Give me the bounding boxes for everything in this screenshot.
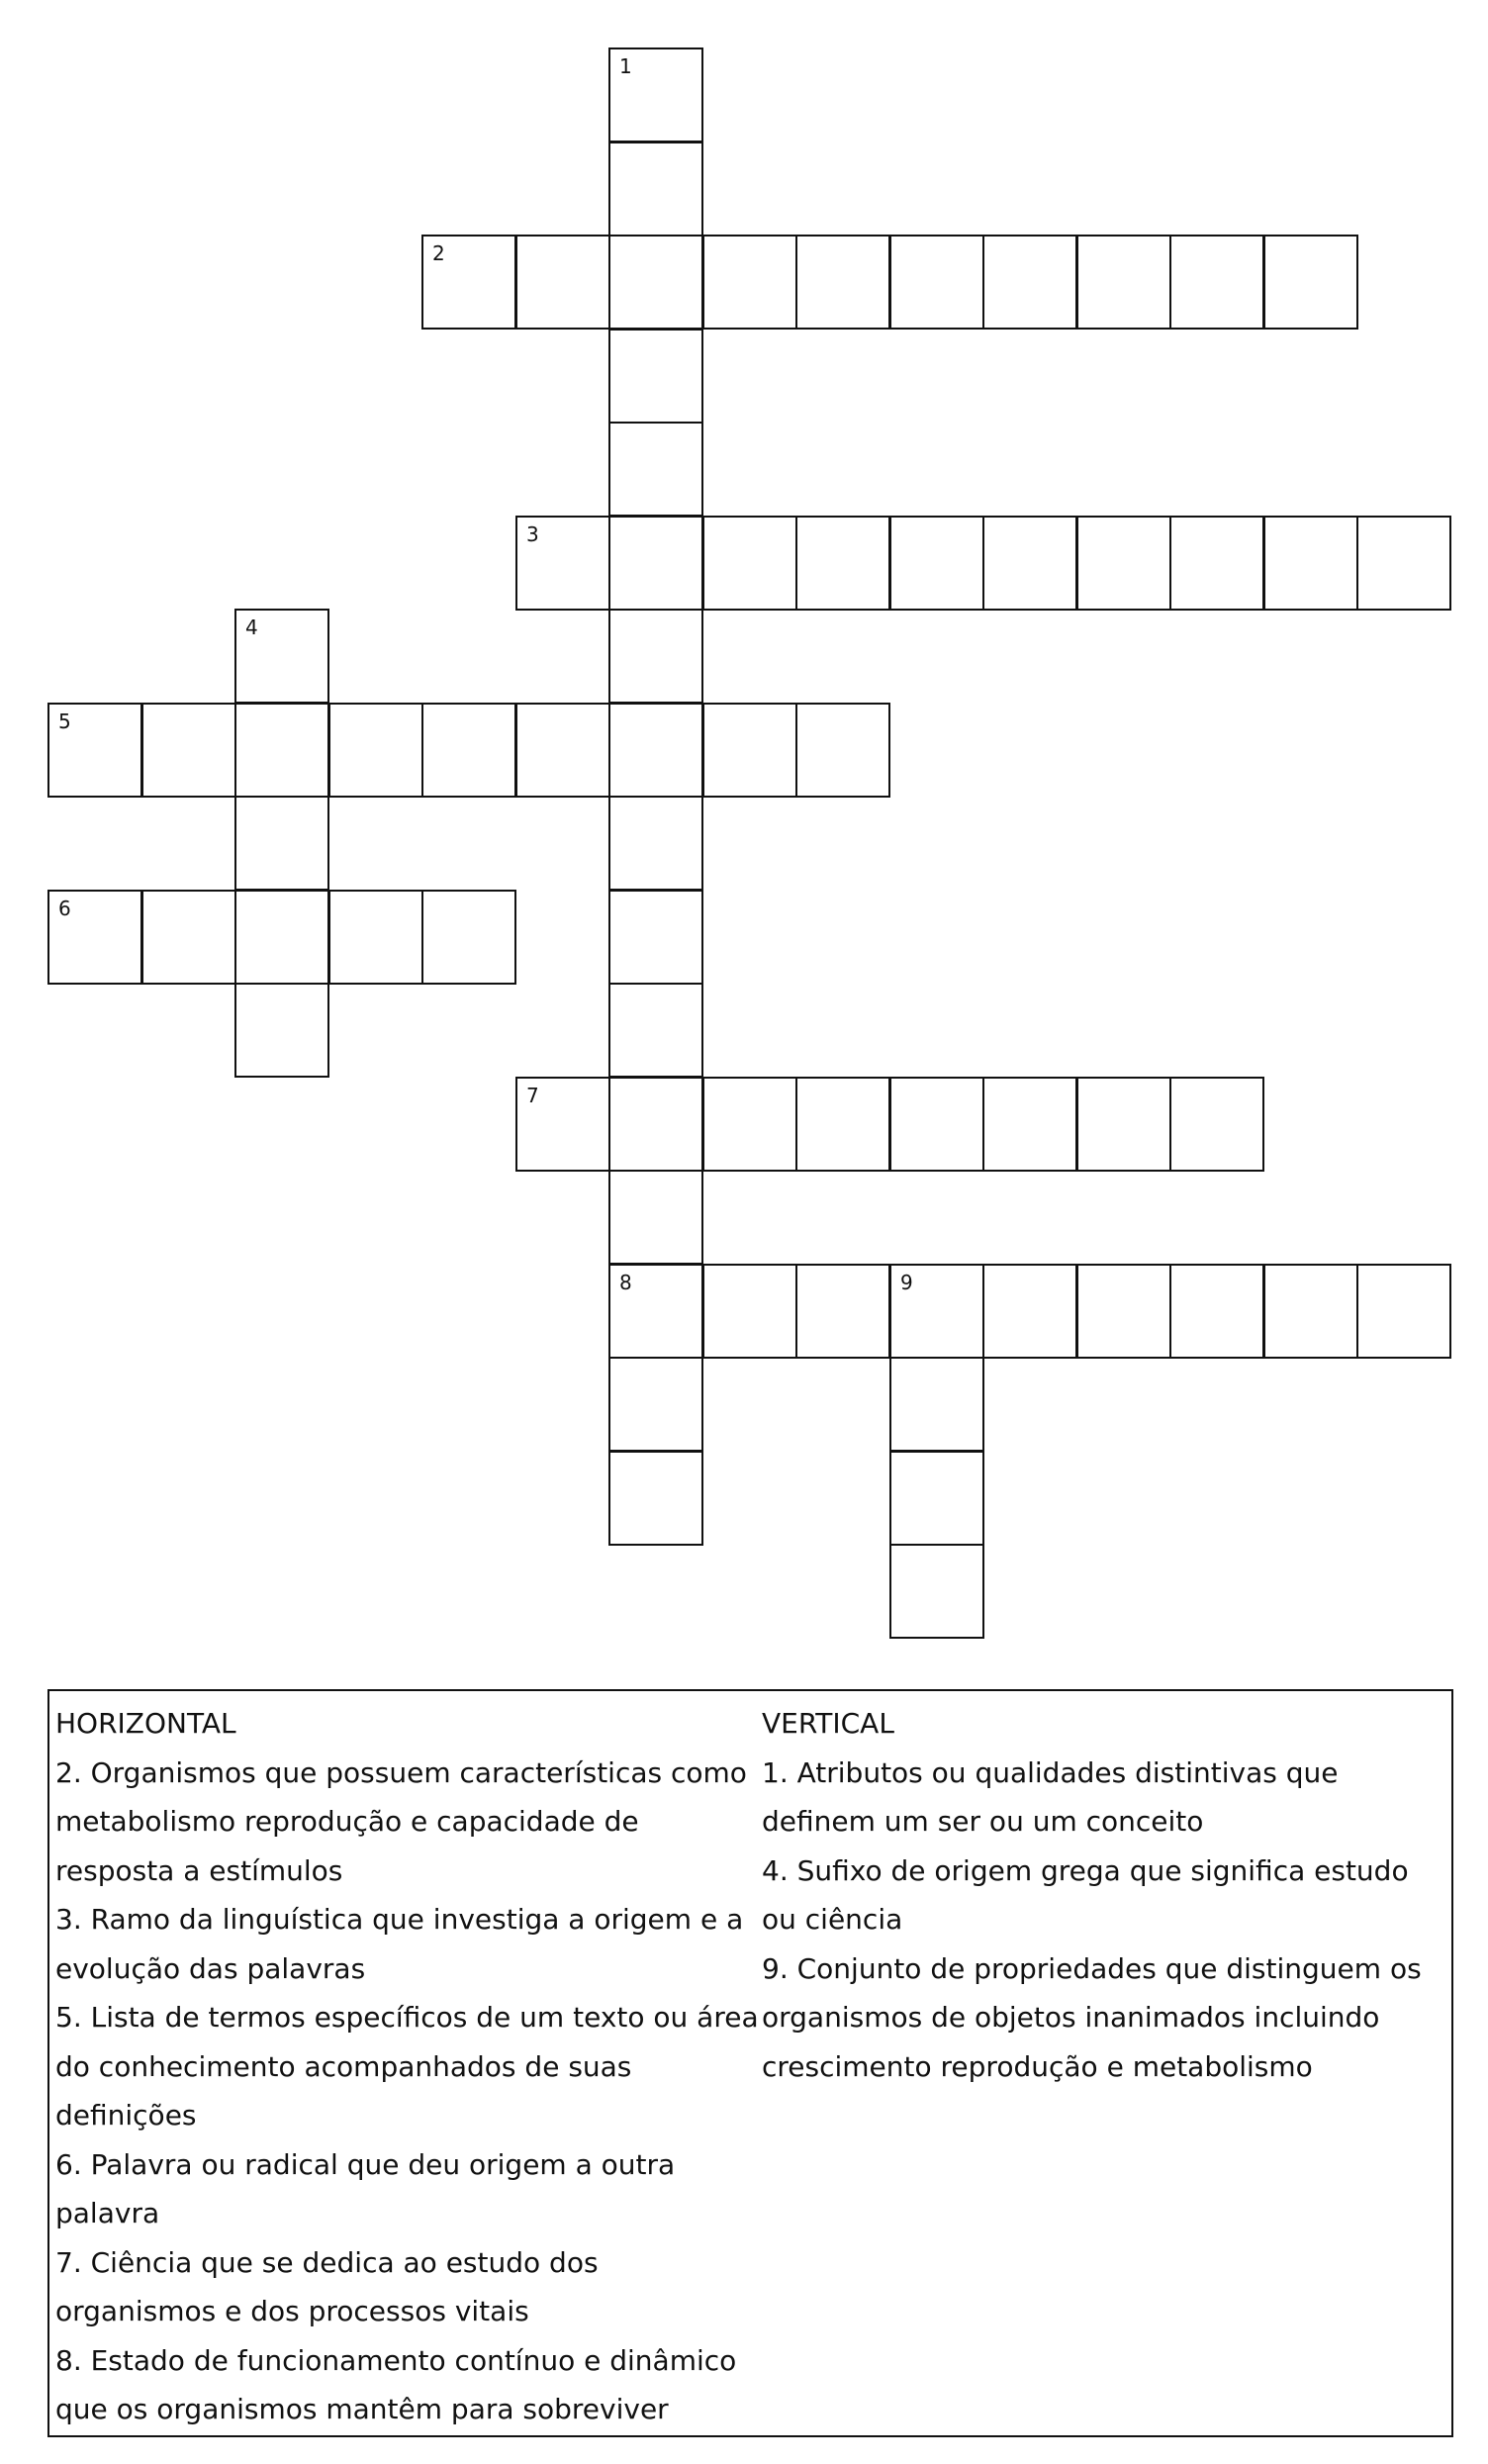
grid-cell[interactable] [608, 796, 703, 891]
grid-cell[interactable] [234, 703, 329, 798]
grid-cell[interactable] [795, 516, 890, 611]
clue-down-4: 4. Sufixo de origem grega que significa estudo ou ciência [762, 1853, 1409, 1936]
grid-cell[interactable] [795, 703, 890, 798]
grid-cell[interactable] [421, 890, 516, 985]
grid-cell[interactable] [608, 329, 703, 424]
grid-cell[interactable] [608, 422, 703, 517]
grid-cell[interactable] [1076, 235, 1171, 330]
grid-cell[interactable] [608, 1077, 703, 1172]
grid-cell[interactable] [608, 609, 703, 704]
grid-cell[interactable] [608, 1264, 703, 1359]
grid-cell[interactable] [608, 890, 703, 985]
grid-cell[interactable] [328, 703, 423, 798]
vertical-heading: VERTICAL [762, 1707, 894, 1740]
grid-cell[interactable] [795, 1264, 890, 1359]
grid-cell[interactable] [889, 235, 984, 330]
grid-cell[interactable] [702, 1077, 797, 1172]
clue-number: 4 [245, 616, 258, 639]
clue-across-2: 2. Organismos que possuem características como metabolismo reprodução e capacidade de resposta a estímulos [55, 1755, 747, 1887]
grid-cell[interactable] [421, 703, 516, 798]
grid-cell[interactable] [1169, 516, 1264, 611]
grid-cell[interactable] [421, 235, 516, 330]
clue-number: 6 [58, 897, 71, 920]
grid-cell[interactable] [608, 1357, 703, 1452]
grid-cell[interactable] [234, 609, 329, 704]
grid-cell[interactable] [795, 1077, 890, 1172]
grid-cell[interactable] [608, 47, 703, 142]
grid-cell[interactable] [328, 890, 423, 985]
grid-cell[interactable] [1263, 1264, 1358, 1359]
grid-cell[interactable] [1263, 516, 1358, 611]
grid-cell[interactable] [47, 703, 142, 798]
clue-down-1: 1. Atributos ou qualidades distintivas que definem um ser ou um conceito [762, 1755, 1339, 1838]
grid-cell[interactable] [1169, 235, 1264, 330]
clue-number: 1 [619, 54, 632, 78]
grid-cell[interactable] [1169, 1077, 1264, 1172]
grid-cell[interactable] [608, 516, 703, 611]
grid-cell[interactable] [1076, 1264, 1171, 1359]
clue-down-9: 9. Conjunto de propriedades que distinguem os organismos de objetos inanimados incluindo crescimento reprodução e metabolismo [762, 1951, 1422, 2083]
horizontal-clues [55, 1699, 763, 2434]
vertical-clues [762, 1699, 1444, 2091]
grid-cell[interactable] [608, 1170, 703, 1265]
grid-cell[interactable] [234, 796, 329, 891]
clue-number: 5 [58, 710, 71, 733]
clue-number: 9 [900, 1271, 913, 1294]
clue-across-5: 5. Lista de termos específicos de um texto ou área do conhecimento acompanhados de suas definições [55, 2001, 759, 2132]
grid-cell[interactable] [982, 1264, 1077, 1359]
grid-cell[interactable] [982, 1077, 1077, 1172]
grid-cell[interactable] [608, 703, 703, 798]
grid-cell[interactable] [1356, 516, 1451, 611]
grid-cell[interactable] [515, 1077, 610, 1172]
grid-cell[interactable] [1263, 235, 1358, 330]
grid-cell[interactable] [515, 516, 610, 611]
clue-across-3: 3. Ramo da linguística que investiga a origem e a evolução das palavras [55, 1903, 744, 1985]
clue-number: 2 [432, 241, 445, 265]
grid-cell[interactable] [889, 1264, 984, 1359]
clue-number: 8 [619, 1271, 632, 1294]
grid-cell[interactable] [889, 1077, 984, 1172]
grid-cell[interactable] [47, 890, 142, 985]
grid-cell[interactable] [608, 983, 703, 1078]
clue-across-8: 8. Estado de funcionamento contínuo e dinâmico que os organismos mantêm para sobreviver [55, 2343, 737, 2425]
grid-cell[interactable] [982, 235, 1077, 330]
grid-cell[interactable] [702, 1264, 797, 1359]
grid-cell[interactable] [1076, 1077, 1171, 1172]
grid-cell[interactable] [608, 142, 703, 237]
grid-cell[interactable] [795, 235, 890, 330]
clues-panel [47, 1689, 1453, 2437]
grid-cell[interactable] [889, 1357, 984, 1452]
grid-cell[interactable] [702, 703, 797, 798]
horizontal-heading: HORIZONTAL [55, 1707, 236, 1740]
grid-cell[interactable] [608, 235, 703, 330]
grid-cell[interactable] [234, 983, 329, 1078]
clue-number: 3 [526, 522, 539, 546]
clue-number: 7 [526, 1084, 539, 1107]
grid-cell[interactable] [702, 235, 797, 330]
grid-cell[interactable] [889, 1544, 984, 1639]
grid-cell[interactable] [702, 516, 797, 611]
grid-cell[interactable] [889, 516, 984, 611]
grid-cell[interactable] [1356, 1264, 1451, 1359]
grid-cell[interactable] [1076, 516, 1171, 611]
grid-cell[interactable] [141, 703, 236, 798]
grid-cell[interactable] [889, 1451, 984, 1546]
grid-cell[interactable] [141, 890, 236, 985]
grid-cell[interactable] [234, 890, 329, 985]
clue-across-7: 7. Ciência que se dedica ao estudo dos organismos e dos processos vitais [55, 2245, 599, 2327]
grid-cell[interactable] [515, 235, 610, 330]
grid-cell[interactable] [608, 1451, 703, 1546]
grid-cell[interactable] [982, 516, 1077, 611]
clue-across-6: 6. Palavra ou radical que deu origem a outra palavra [55, 2147, 676, 2229]
grid-cell[interactable] [515, 703, 610, 798]
grid-cell[interactable] [1169, 1264, 1264, 1359]
